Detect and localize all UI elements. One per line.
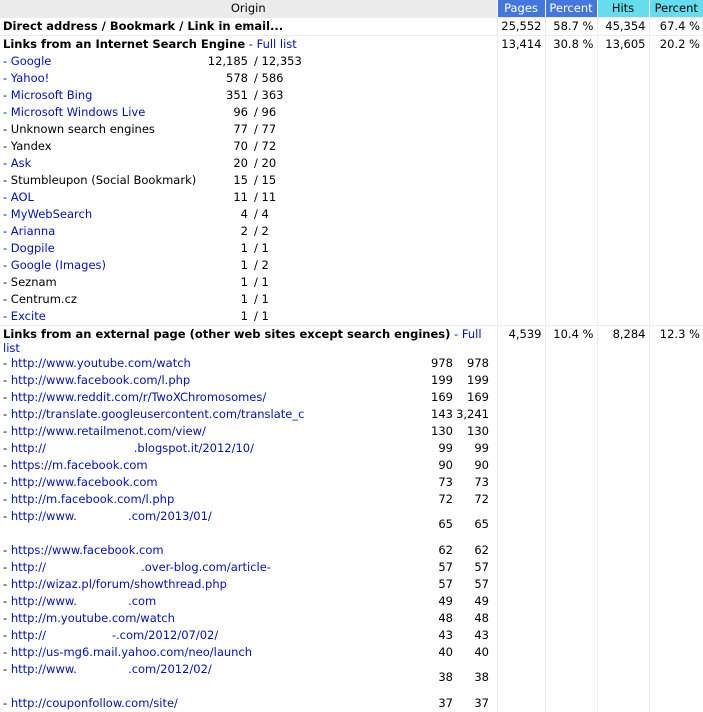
search-engine-hits: / 2: [248, 257, 302, 274]
referrer-label: [3, 695, 423, 712]
referrer-label: [3, 372, 423, 389]
referrer-hits: 72: [453, 491, 489, 508]
search-engine-name[interactable]: - Ask: [3, 155, 200, 172]
search-engine-pages: 2: [200, 223, 248, 240]
referrer-prefix: -: [3, 662, 11, 676]
search-engine-pages: 1: [200, 291, 248, 308]
referrer-item: [3, 542, 494, 559]
referrer-pages: 43: [423, 627, 453, 644]
search-engine-name[interactable]: - Excite: [3, 308, 200, 325]
referrer-prefix: -: [3, 407, 11, 421]
referrer-label: [3, 491, 423, 508]
referrer-item: [3, 627, 494, 644]
external-page-cell: [0, 326, 497, 712]
referrer-link[interactable]: http://www. .com/2012/02/: [11, 662, 212, 676]
search-engine-hits: / 4: [248, 206, 302, 223]
referrer-link[interactable]: https://www.facebook.com: [11, 543, 164, 557]
search-engine-item: [3, 155, 494, 172]
referrer-prefix: -: [3, 577, 11, 591]
search-engine-pages: 20: [200, 155, 248, 172]
referrer-label: [3, 389, 423, 406]
referrer-label: [3, 355, 423, 372]
referrer-label: [3, 457, 423, 474]
search-engine-hits: / 12,353: [248, 53, 302, 70]
referrer-label: [3, 542, 423, 559]
direct-row: [0, 18, 703, 36]
referrer-link[interactable]: http:// .blogspot.it/2012/10/: [11, 441, 254, 455]
search-engine-name[interactable]: - Microsoft Bing: [3, 87, 200, 104]
referrer-prefix: -: [3, 645, 11, 659]
search-engine-hits: / 77: [248, 121, 302, 138]
referrer-label: [3, 474, 423, 491]
search-engine-hits: / 72: [248, 138, 302, 155]
search-engine-row: [0, 36, 703, 326]
search-engine-item: [3, 70, 494, 87]
referrer-label: [3, 661, 423, 695]
referrer-link[interactable]: http://m.youtube.com/watch: [11, 611, 175, 625]
referrer-prefix: -: [3, 458, 11, 472]
referrer-item: [3, 372, 494, 389]
search-engine-heading: Links from an Internet Search Engine: [3, 37, 245, 51]
direct-percent: 58.7 %: [545, 18, 597, 36]
referrer-item: [3, 508, 494, 542]
referrer-item: [3, 406, 494, 423]
search-engine-pages: 4: [200, 206, 248, 223]
referrer-pages: 130: [423, 423, 453, 440]
referrer-prefix: -: [3, 560, 11, 574]
referrer-link[interactable]: http://www.facebook.com/l.php: [11, 373, 190, 387]
search-engine-item: [3, 240, 494, 257]
search-engine-name[interactable]: - MyWebSearch: [3, 206, 200, 223]
referrer-hits: 37: [453, 695, 489, 712]
referrer-pages: 143: [423, 406, 453, 423]
pages-percent-header: Percent: [545, 0, 597, 18]
direct-label: Direct address / Bookmark / Link in email...: [0, 18, 497, 36]
search-engine-cell: [0, 36, 497, 326]
referrer-pages: 57: [423, 576, 453, 593]
referrer-pages: 99: [423, 440, 453, 457]
referrer-hits: 65: [453, 508, 489, 542]
direct-hits: 45,354: [597, 18, 649, 36]
search-engine-name[interactable]: - Google (Images): [3, 257, 200, 274]
referrer-hits: 40: [453, 644, 489, 661]
referrer-link[interactable]: https://m.facebook.com: [11, 458, 148, 472]
referrer-hits: 99: [453, 440, 489, 457]
search-engine-name[interactable]: - Google: [3, 53, 200, 70]
search-engine-item: [3, 223, 494, 240]
search-engine-pages: 77: [200, 121, 248, 138]
referrer-link[interactable]: http:// .over-blog.com/article-: [11, 560, 271, 574]
search-engine-name: - Seznam: [3, 274, 200, 291]
referrer-label: [3, 423, 423, 440]
search-pages: 13,414: [497, 36, 545, 326]
direct-pages: 25,552: [497, 18, 545, 36]
referrer-prefix: -: [3, 475, 11, 489]
search-engine-pages: 1: [200, 240, 248, 257]
referrer-link[interactable]: http://m.facebook.com/l.php: [11, 492, 174, 506]
referrer-hits: 38: [453, 661, 489, 695]
referrer-prefix: -: [3, 492, 11, 506]
search-engine-hits: / 1: [248, 274, 302, 291]
referrer-link[interactable]: http:// -.com/2012/07/02/: [11, 628, 218, 642]
search-engine-name[interactable]: - Microsoft Windows Live: [3, 104, 200, 121]
search-engine-pages: 578: [200, 70, 248, 87]
search-engine-item: [3, 291, 494, 308]
referrer-label: [3, 644, 423, 661]
referrer-pages: 62: [423, 542, 453, 559]
search-engine-item: [3, 138, 494, 155]
referrer-prefix: -: [3, 543, 11, 557]
referrer-link[interactable]: http://www.facebook.com: [11, 475, 158, 489]
referrer-item: [3, 474, 494, 491]
referrer-link[interactable]: http://www.reddit.com/r/TwoXChromosomes/: [11, 390, 266, 404]
search-full-list-link[interactable]: - Full list: [249, 37, 297, 51]
search-engine-hits: / 20: [248, 155, 302, 172]
origin-header: Origin: [0, 0, 497, 18]
search-engine-pages: 15: [200, 172, 248, 189]
referrer-label: [3, 440, 423, 457]
referrer-hits: 3,241: [453, 406, 489, 423]
search-engine-pages: 12,185: [200, 53, 248, 70]
search-engine-hits: / 586: [248, 70, 302, 87]
referrer-pages: 73: [423, 474, 453, 491]
search-engine-hits: / 15: [248, 172, 302, 189]
referrer-pages: 57: [423, 559, 453, 576]
external-referrer-list: [3, 355, 494, 712]
referrer-link[interactable]: http://www.retailmenot.com/view/: [11, 424, 206, 438]
search-engine-item: [3, 274, 494, 291]
external-page-heading: Links from an external page (other web sites except search engines): [3, 327, 450, 341]
referrer-item: [3, 423, 494, 440]
referrer-link[interactable]: http://translate.googleusercontent.com/translate_c: [11, 407, 305, 421]
referrer-pages: 40: [423, 644, 453, 661]
referrer-label: [3, 593, 423, 610]
external-percent: 10.4 %: [545, 326, 597, 712]
referrer-link[interactable]: http://wizaz.pl/forum/showthread.php: [11, 577, 227, 591]
external-hits: 8,284: [597, 326, 649, 712]
referrer-prefix: -: [3, 356, 11, 370]
search-engine-item: [3, 53, 494, 70]
search-engine-item: [3, 308, 494, 325]
referrer-hits: 49: [453, 593, 489, 610]
search-engine-item: [3, 104, 494, 121]
referrer-link[interactable]: http://us-mg6.mail.yahoo.com/neo/launch: [11, 645, 252, 659]
referrer-prefix: -: [3, 696, 11, 710]
referrer-hits: 90: [453, 457, 489, 474]
search-hits-percent: 20.2 %: [649, 36, 703, 326]
referrer-pages: 169: [423, 389, 453, 406]
referrer-hits: 57: [453, 576, 489, 593]
search-percent: 30.8 %: [545, 36, 597, 326]
referrer-prefix: -: [3, 424, 11, 438]
referrer-label: [3, 559, 423, 576]
referrer-item: [3, 355, 494, 372]
referrer-prefix: -: [3, 628, 11, 642]
search-engine-item: [3, 121, 494, 138]
hits-header: Hits: [597, 0, 649, 18]
search-engine-name[interactable]: - AOL: [3, 189, 200, 206]
referrer-item: [3, 559, 494, 576]
search-engine-pages: 1: [200, 308, 248, 325]
direct-hits-percent: 67.4 %: [649, 18, 703, 36]
search-engine-pages: 1: [200, 274, 248, 291]
search-hits: 13,605: [597, 36, 649, 326]
referrer-label: [3, 627, 423, 644]
search-engine-pages: 70: [200, 138, 248, 155]
referrer-label: [3, 508, 423, 542]
referrer-hits: 62: [453, 542, 489, 559]
referrer-pages: 37: [423, 695, 453, 712]
search-engine-item: [3, 206, 494, 223]
referrer-pages: 48: [423, 610, 453, 627]
referrer-pages: 72: [423, 491, 453, 508]
referrer-item: [3, 661, 494, 695]
external-page-row: [0, 326, 703, 712]
search-engine-item: [3, 257, 494, 274]
referrer-item: [3, 440, 494, 457]
referrer-prefix: -: [3, 390, 11, 404]
search-engine-hits: / 1: [248, 308, 302, 325]
referrer-prefix: -: [3, 509, 11, 523]
referrer-hits: 199: [453, 372, 489, 389]
search-engine-list: [3, 53, 494, 325]
search-engine-hits: / 11: [248, 189, 302, 206]
hits-percent-header: Percent: [649, 0, 703, 18]
referrer-item: [3, 491, 494, 508]
referrer-pages: 199: [423, 372, 453, 389]
referrer-item: [3, 644, 494, 661]
referrer-prefix: -: [3, 441, 11, 455]
header-row: [0, 0, 703, 18]
referrer-prefix: -: [3, 594, 11, 608]
referrer-hits: 978: [453, 355, 489, 372]
referrer-prefix: -: [3, 611, 11, 625]
search-engine-name[interactable]: - Dogpile: [3, 240, 200, 257]
search-engine-name[interactable]: - Yahoo!: [3, 70, 200, 87]
referrer-pages: 65: [423, 508, 453, 542]
referrer-pages: 90: [423, 457, 453, 474]
search-engine-name: - Stumbleupon (Social Bookmark): [3, 172, 200, 189]
search-engine-name[interactable]: - Arianna: [3, 223, 200, 240]
referrer-item: [3, 695, 494, 712]
search-engine-item: [3, 172, 494, 189]
external-pages: 4,539: [497, 326, 545, 712]
referrer-item: [3, 389, 494, 406]
search-engine-item: [3, 189, 494, 206]
referrer-label: [3, 610, 423, 627]
referrer-hits: 57: [453, 559, 489, 576]
search-engine-hits: / 2: [248, 223, 302, 240]
search-engine-pages: 11: [200, 189, 248, 206]
referrer-link[interactable]: http://couponfollow.com/site/: [11, 696, 178, 710]
search-engine-hits: / 1: [248, 240, 302, 257]
referrer-hits: 48: [453, 610, 489, 627]
referrer-label: [3, 576, 423, 593]
search-engine-item: [3, 87, 494, 104]
referrer-item: [3, 593, 494, 610]
referrer-item: [3, 457, 494, 474]
referrer-pages: 978: [423, 355, 453, 372]
referrer-item: [3, 576, 494, 593]
referrer-hits: 73: [453, 474, 489, 491]
search-engine-hits: / 96: [248, 104, 302, 121]
external-full-list-link[interactable]: - Full list: [3, 327, 482, 355]
referrer-item: [3, 610, 494, 627]
referrer-pages: 38: [423, 661, 453, 695]
search-engine-hits: / 1: [248, 291, 302, 308]
search-engine-pages: 1: [200, 257, 248, 274]
referrer-link[interactable]: http://www. .com/2013/01/: [11, 509, 212, 523]
external-hits-percent: 12.3 %: [649, 326, 703, 712]
referrer-link[interactable]: http://www.youtube.com/watch: [11, 356, 191, 370]
search-engine-name: - Centrum.cz: [3, 291, 200, 308]
search-engine-hits: / 363: [248, 87, 302, 104]
referrer-prefix: -: [3, 373, 11, 387]
referrer-hits: 130: [453, 423, 489, 440]
search-engine-name: - Yandex: [3, 138, 200, 155]
referrer-label: [3, 406, 423, 423]
pages-header: Pages: [497, 0, 545, 18]
search-engine-pages: 351: [200, 87, 248, 104]
referrer-link[interactable]: http://www. .com: [11, 594, 156, 608]
search-engine-pages: 96: [200, 104, 248, 121]
referrer-hits: 43: [453, 627, 489, 644]
referrer-pages: 49: [423, 593, 453, 610]
referrer-hits: 169: [453, 389, 489, 406]
search-engine-name: - Unknown search engines: [3, 121, 200, 138]
